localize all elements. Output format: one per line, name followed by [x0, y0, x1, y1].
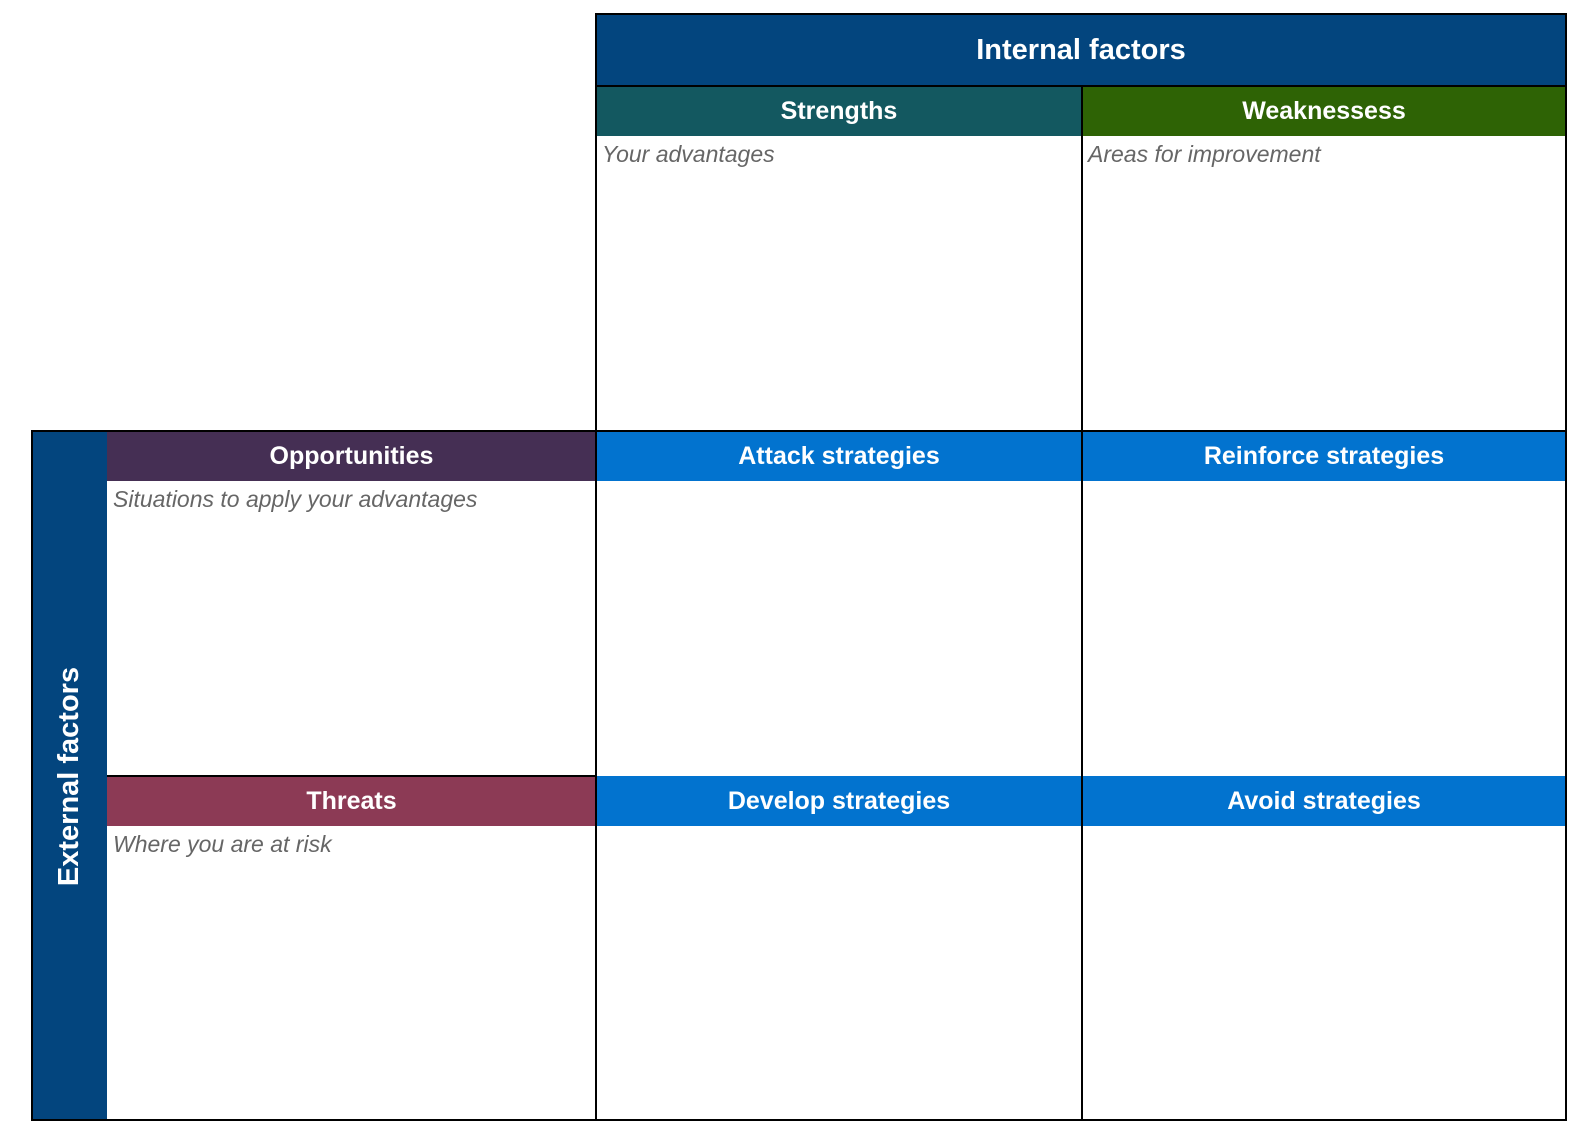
avoid-strategies-title: Avoid strategies — [1227, 786, 1421, 815]
internal-factors-title: Internal factors — [976, 33, 1186, 66]
develop-strategies-title: Develop strategies — [727, 786, 951, 815]
threats-hint: Where you are at risk — [113, 831, 332, 857]
strengths-title: Strengths — [780, 96, 898, 125]
opportunities-hint: Situations to apply your advantages — [113, 486, 478, 512]
weaknesses-hint: Areas for improvement — [1088, 141, 1321, 167]
attack-strategies-title: Attack strategies — [738, 441, 940, 470]
opportunities-title: Opportunities — [269, 441, 434, 470]
reinforce-strategies-title: Reinforce strategies — [1203, 441, 1445, 470]
row-divider — [107, 775, 596, 777]
weaknesses-title: Weaknessess — [1242, 96, 1406, 125]
threats-title: Threats — [306, 786, 397, 815]
column-divider — [1081, 85, 1083, 1121]
external-factors-title: External factors — [53, 666, 86, 886]
strengths-hint: Your advantages — [602, 141, 775, 167]
